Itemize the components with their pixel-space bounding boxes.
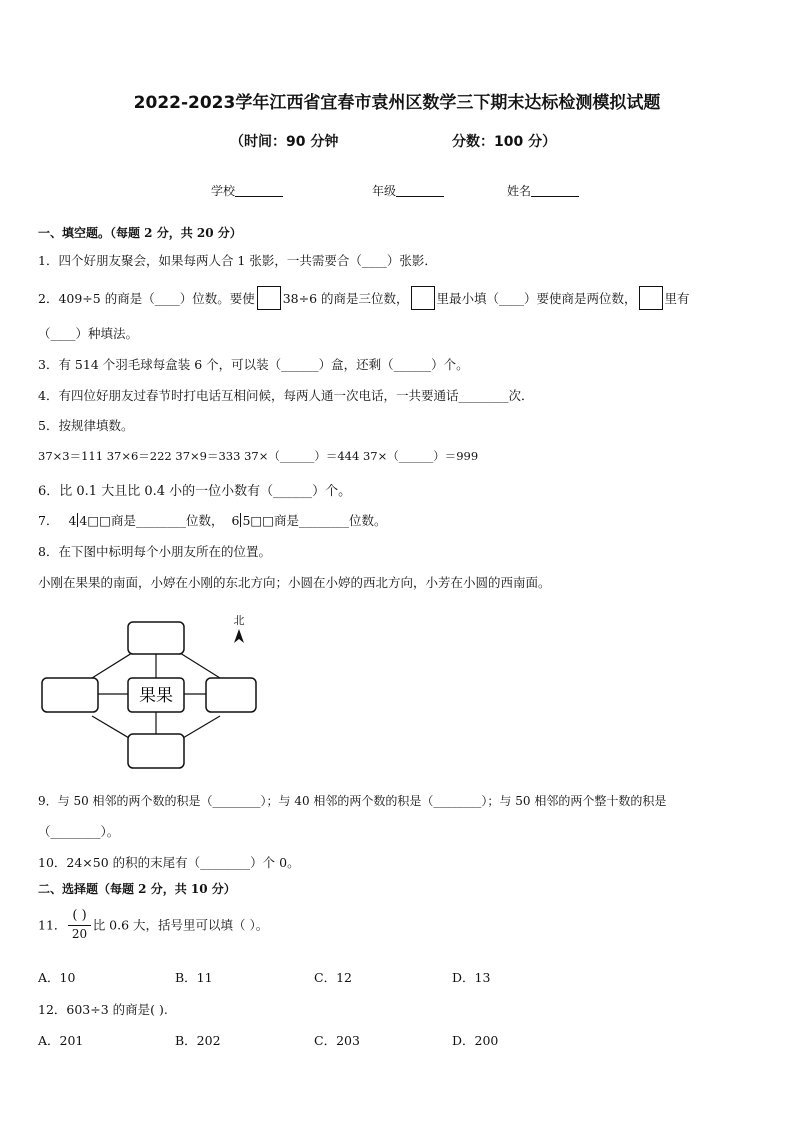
answer-box[interactable] [257, 286, 281, 310]
q12-option-d[interactable]: D．200 [452, 1033, 499, 1048]
grade-field[interactable] [372, 182, 444, 199]
question-9: 9．与 50 相邻的两个数的积是（________）；与 40 相邻的两个数的积是（________）；与 50 相邻的两个整十数的积是 [38, 794, 667, 808]
section-choice: 二、选择题（每题 2 分，共 10 分） [38, 882, 236, 896]
section-fill-in: 一、填空题。（每题 2 分，共 20 分） [38, 226, 242, 240]
question-8-description: 小刚在果果的南面，小婷在小刚的东北方向；小圆在小婷的西北方向，小芳在小圆的西南面。 [38, 575, 551, 590]
question-11: 11． $\frac{( )}{20}$ 比 0.6 大，括号里可以填（ ）。 [38, 908, 269, 941]
north-indicator [229, 612, 249, 647]
q11-option-c[interactable]: C．12 [314, 970, 352, 985]
south-box[interactable] [128, 734, 184, 768]
exam-time: （时间：90 分钟 [230, 134, 339, 150]
north-arrow-icon [233, 628, 245, 644]
question-12: 12．603÷3 的商是( ). [38, 1002, 168, 1017]
answer-box[interactable] [411, 286, 435, 310]
fraction: $\frac{( )}{20}$ [68, 907, 90, 942]
question-5-sequence: 37×3＝111 37×6＝222 37×9＝333 37×（______）＝444 37×（______）＝999 [38, 449, 479, 463]
grade-label: 年级 [372, 184, 397, 198]
north-box[interactable] [128, 622, 184, 654]
question-6: 6．比 0.1 大且比 0.4 小的一位小数有（______）个。 [38, 484, 352, 499]
question-10: 10．24×50 的积的末尾有（________）个 0。 [38, 855, 300, 870]
school-label: 学校 [211, 184, 236, 198]
q11-option-b[interactable]: B．11 [175, 970, 213, 985]
question-7: 7． 4 4□□商是________位数， 6 5□□商是________位数。 [38, 513, 387, 528]
question-1: 1．四个好朋友聚会，如果每两人合 1 张影，一共需要合（____）张影． [38, 253, 437, 268]
answer-box[interactable] [639, 286, 663, 310]
q11-option-a[interactable]: A．10 [38, 970, 76, 985]
q12-option-a[interactable]: A．201 [38, 1033, 84, 1048]
q12-option-c[interactable]: C．203 [314, 1033, 360, 1048]
north-label: 北 [233, 614, 245, 627]
question-8: 8．在下图中标明每个小朋友所在的位置。 [38, 544, 271, 559]
question-9-line2: （________）。 [38, 824, 120, 839]
name-label: 姓名 [507, 184, 532, 198]
page-title: 2022-2023学年江西省宜春市袁州区数学三下期末达标检测模拟试题 [133, 93, 661, 113]
question-2-line2: （____）种填法。 [38, 326, 139, 341]
center-label: 果果 [139, 686, 173, 706]
question-2: 2．409÷5 的商是（____）位数。要使 38÷6 的商是三位数， 里最小填（____）要使商是两位数， 里有 [38, 286, 690, 310]
school-field[interactable] [211, 182, 283, 199]
east-box[interactable] [206, 678, 256, 712]
q12-option-b[interactable]: B．202 [175, 1033, 221, 1048]
west-box[interactable] [42, 678, 98, 712]
question-5: 5．按规律填数。 [38, 418, 134, 433]
question-4: 4．有四位好朋友过春节时打电话互相问候，每两人通一次电话，一共要通话________次． [38, 388, 534, 403]
q11-option-d[interactable]: D．13 [452, 970, 491, 985]
question-3: 3．有 514 个羽毛球每盒装 6 个，可以装（______）盒，还剩（______）个。 [38, 357, 469, 372]
exam-score: 分数：100 分） [452, 134, 557, 150]
name-field[interactable] [507, 182, 579, 199]
